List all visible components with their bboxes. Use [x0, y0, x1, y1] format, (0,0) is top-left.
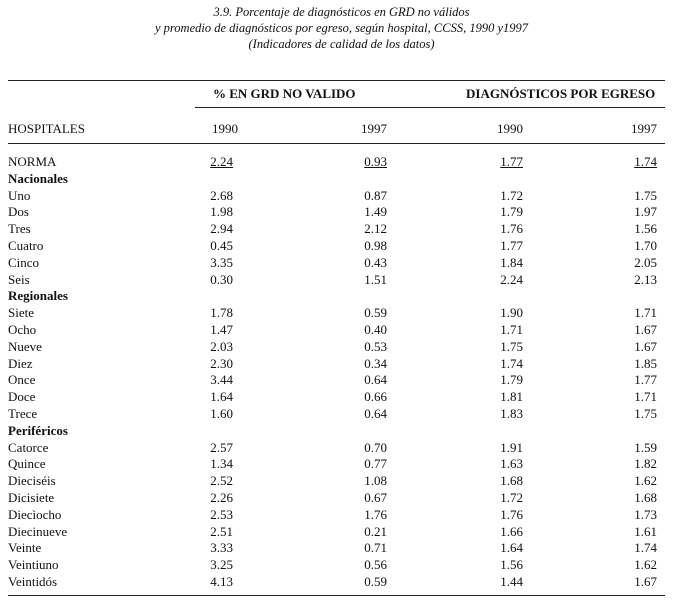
table-cell: 1.75: [500, 338, 523, 354]
col-1990-grd: 1990: [212, 121, 238, 136]
hospital-name: Diecinueve: [8, 523, 68, 539]
table-cell: 0.45: [210, 238, 233, 253]
table-cell: 1.70: [634, 238, 657, 253]
top-rule: [8, 80, 665, 81]
table-cell: 1.82: [634, 456, 657, 472]
table-row: [0, 237, 683, 254]
hospital-name: Catorce: [8, 439, 49, 455]
table-cell: 1.76: [500, 506, 523, 522]
table-row: [0, 321, 683, 338]
norma-value: 0.93: [364, 154, 387, 169]
table-cell: 1.71: [634, 389, 657, 405]
table-cell: 0.59: [364, 574, 387, 589]
hospital-name: Nueve: [8, 338, 42, 354]
table-cell: 0.70: [364, 439, 387, 455]
table-cell: 1.90: [500, 305, 523, 321]
table-cell: 2.05: [634, 254, 657, 270]
table-cell: 1.47: [210, 322, 233, 337]
table-row: [0, 439, 683, 456]
table-cell: 1.76: [364, 506, 387, 522]
norma-value: 1.74: [634, 154, 657, 169]
table-cell: 1.64: [500, 540, 523, 556]
table-cell: 1.77: [500, 238, 523, 253]
table-cell: 1.34: [210, 456, 233, 472]
table-cell: 1.73: [634, 506, 657, 522]
table-cell: 1.71: [634, 305, 657, 321]
table-cell: 0.56: [364, 557, 387, 573]
table-cell: 0.66: [364, 389, 387, 405]
col-1997-diag: 1997: [631, 121, 657, 136]
hospital-name: Dieciséis: [8, 473, 56, 489]
table-row: [0, 573, 683, 590]
table-cell: 1.98: [210, 204, 233, 220]
col-1990-diag: 1990: [497, 121, 523, 136]
table-cell: 2.57: [210, 439, 233, 455]
table-cell: 1.75: [634, 406, 657, 421]
table-row: [0, 455, 683, 472]
table-cell: 1.97: [634, 204, 657, 220]
table-row: [0, 254, 683, 271]
table-cell: 1.72: [500, 490, 523, 505]
group-row: [0, 422, 683, 439]
table-cell: 1.83: [500, 406, 523, 421]
hospital-name: Uno: [8, 187, 31, 203]
norma-row: [0, 153, 683, 170]
table-cell: 2.30: [210, 355, 233, 371]
table-row: [0, 556, 683, 573]
table-cell: 2.52: [210, 473, 233, 489]
table-cell: 0.87: [364, 187, 387, 203]
table-row: [0, 506, 683, 523]
table-cell: 1.75: [634, 187, 657, 203]
table-cell: 1.61: [634, 523, 657, 539]
table-cell: 1.79: [500, 204, 523, 220]
table-cell: 0.67: [364, 490, 387, 505]
title-line-3: (Indicadores de calidad de los datos): [248, 37, 435, 51]
hospital-name: Cuatro: [8, 238, 44, 253]
col-1997-grd: 1997: [361, 121, 387, 136]
table-cell: 1.76: [500, 221, 523, 237]
table-cell: 4.13: [210, 574, 233, 589]
header-grd-no-valido: % EN GRD NO VALIDO: [213, 86, 356, 101]
table-cell: 1.56: [500, 557, 523, 573]
table-cell: 1.84: [500, 254, 523, 270]
table-row: [0, 371, 683, 388]
table-row: [0, 355, 683, 372]
table-cell: 1.08: [364, 473, 387, 489]
hospital-name: Quince: [8, 456, 46, 472]
hospital-name: Veintidós: [8, 574, 58, 589]
table-cell: 1.64: [210, 389, 233, 405]
table-row: [0, 271, 683, 288]
table-cell: 1.67: [634, 574, 657, 589]
table-cell: 3.33: [210, 540, 233, 556]
table-row: [0, 472, 683, 489]
table-cell: 1.62: [634, 473, 657, 489]
hospital-name: Trece: [8, 406, 38, 421]
table-row: [0, 388, 683, 405]
table-cell: 0.64: [364, 406, 387, 421]
table-cell: 0.77: [364, 456, 387, 472]
group-heading: Nacionales: [8, 170, 68, 186]
norma-value: 2.24: [210, 154, 233, 169]
hospital-name: Dicisiete: [8, 490, 55, 505]
table-cell: 0.71: [364, 540, 387, 556]
table-cell: 1.59: [634, 439, 657, 455]
group-row: [0, 287, 683, 304]
table-cell: 1.74: [500, 355, 523, 371]
table-cell: 1.60: [210, 406, 233, 421]
header-rule: [195, 107, 665, 108]
table-cell: 1.81: [500, 389, 523, 405]
title-line-1: 3.9. Porcentaje de diagnósticos en GRD no válidos: [213, 5, 470, 19]
column-header-row: [0, 120, 683, 137]
table-cell: 3.25: [210, 557, 233, 573]
table-cell: 3.35: [210, 254, 233, 270]
hospital-name: Diecìocho: [8, 506, 62, 522]
hospital-name: Doce: [8, 389, 36, 405]
table-cell: 2.03: [210, 338, 233, 354]
table-cell: 1.72: [500, 187, 523, 203]
table-cell: 0.30: [210, 271, 233, 287]
table-cell: 0.40: [364, 322, 387, 337]
table-cell: 1.67: [634, 322, 657, 337]
hospital-name: Diez: [8, 355, 33, 371]
table-cell: 0.53: [364, 338, 387, 354]
table-cell: 1.44: [500, 574, 523, 589]
table-cell: 1.85: [634, 355, 657, 371]
table-cell: 1.77: [634, 372, 657, 388]
table-cell: 0.21: [364, 523, 387, 539]
table-cell: 2.68: [210, 187, 233, 203]
title-line-2: y promedio de diagnósticos por egreso, según hospital, CCSS, 1990 y1997: [154, 21, 528, 35]
group-row: [0, 170, 683, 187]
table-cell: 1.68: [500, 473, 523, 489]
table-cell: 1.78: [210, 305, 233, 321]
table-cell: 2.13: [634, 271, 657, 287]
hospital-name: Seis: [8, 271, 30, 287]
norma-value: 1.77: [500, 154, 523, 169]
table-cell: 1.68: [634, 490, 657, 505]
table-cell: 1.79: [500, 372, 523, 388]
group-heading: Regionales: [8, 288, 68, 304]
table-row: [0, 187, 683, 204]
bottom-rule: [8, 595, 665, 596]
hospital-name: Siete: [8, 305, 34, 321]
table-cell: 2.24: [500, 271, 523, 287]
table-row: [0, 203, 683, 220]
table-cell: 1.67: [634, 338, 657, 354]
table-row: [0, 539, 683, 556]
table-row: [0, 405, 683, 422]
hospital-name: Cinco: [8, 254, 40, 270]
table-cell: 2.53: [210, 506, 233, 522]
table-cell: 1.56: [634, 221, 657, 237]
table-cell: 0.59: [364, 305, 387, 321]
table-cell: 0.98: [364, 238, 387, 253]
table-row: [0, 220, 683, 237]
table-cell: 2.94: [210, 221, 233, 237]
table-row: [0, 304, 683, 321]
table-cell: 3.44: [210, 372, 233, 388]
col-hospitales: HOSPITALES: [8, 121, 85, 136]
table-row: [0, 338, 683, 355]
column-header-rule: [8, 143, 665, 144]
table-cell: 1.74: [634, 540, 657, 556]
table-cell: 1.63: [500, 456, 523, 472]
table-row: [0, 523, 683, 540]
table-cell: 1.91: [500, 439, 523, 455]
table-cell: 1.51: [364, 271, 387, 287]
header-diagnosticos-por-egreso: DIAGNÓSTICOS POR EGRESO: [466, 86, 656, 101]
hospital-name: Veinte: [8, 540, 42, 556]
table-cell: 1.66: [500, 523, 523, 539]
table-cell: 0.43: [364, 254, 387, 270]
table-cell: 0.34: [364, 355, 387, 371]
table-cell: 2.26: [210, 490, 233, 505]
norma-label: NORMA: [8, 154, 57, 169]
table-cell: 1.49: [364, 204, 387, 220]
hospital-name: Ocho: [8, 322, 37, 337]
table-cell: 1.62: [634, 557, 657, 573]
table-cell: 0.64: [364, 372, 387, 388]
table-cell: 2.12: [364, 221, 387, 237]
table-cell: 2.51: [210, 523, 233, 539]
group-heading: Periféricos: [8, 422, 68, 438]
hospital-name: Dos: [8, 204, 29, 220]
table-row: [0, 489, 683, 506]
hospital-name: Once: [8, 372, 36, 388]
table-cell: 1.71: [500, 322, 523, 337]
hospital-name: Tres: [8, 221, 31, 237]
table-title: [0, 4, 683, 52]
hospital-name: Veintiuno: [8, 557, 59, 573]
